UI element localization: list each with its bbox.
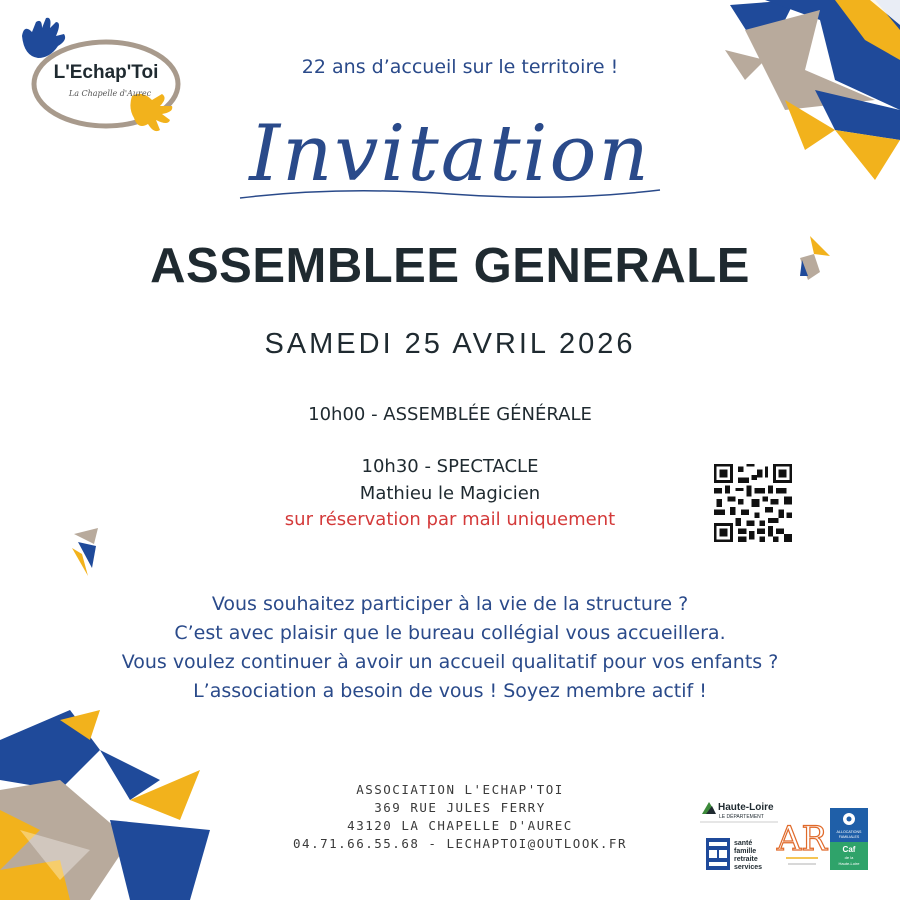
qr-code-icon[interactable] (714, 464, 792, 542)
message-line: Vous souhaitez participer à la vie de la structure ? (211, 593, 689, 615)
caf-line1: ALLOCATIONS (836, 830, 862, 834)
partner-logo-msa (706, 836, 774, 872)
invitation-script-heading (220, 100, 680, 220)
program-performer-line: Mathieu le Magicien (359, 483, 541, 504)
caf-line4: de la (844, 855, 854, 860)
corner-decoration-top-right (725, 0, 900, 180)
event-title: ASSEMBLEE GENERALE (150, 239, 750, 293)
haute-loire-name: Haute-Loire (718, 802, 774, 813)
msa-line2: famille (734, 848, 757, 855)
hand-yellow-icon (130, 94, 172, 131)
msa-line1: santé (734, 840, 753, 847)
logo-name: L'Echap'Toi (53, 62, 159, 83)
address-city: 43120 LA CHAPELLE D'AUREC (347, 818, 573, 833)
partner-logo-haute-loire (700, 798, 778, 824)
reservation-note: sur réservation par mail uniquement (284, 509, 616, 530)
partner-logo-ar (776, 806, 828, 872)
message-line: L’association a besoin de vous ! Soyez membre actif ! (193, 680, 707, 702)
msa-line3: retraite (734, 856, 758, 863)
caf-line3: Caf (842, 845, 856, 854)
program-assembly-line: 10h00 - ASSEMBLÉE GÉNÉRALE (308, 404, 592, 425)
address-contact: 04.71.66.55.68 - LECHAPTOI@OUTLOOK.FR (293, 836, 627, 851)
logo-subtitle: La Chapelle d'Aurec (68, 89, 152, 98)
partner-logo-caf (830, 808, 868, 870)
address-street: 369 RUE JULES FERRY (374, 800, 546, 815)
message-line: Vous voulez continuer à avoir un accueil qualitatif pour vos enfants ? (121, 651, 779, 673)
event-date: SAMEDI 25 AVRIL 2026 (264, 328, 636, 360)
message-line: C’est avec plaisir que le bureau collégial vous accueillera. (174, 622, 726, 644)
small-decoration-left (70, 528, 104, 576)
caf-line2: FAMILIALES (838, 835, 860, 839)
ar-mark: AR (776, 819, 828, 859)
invitation-script-text: Invitation (249, 109, 651, 199)
caf-line5: Haute-Loire (838, 861, 860, 866)
program-show-line: 10h30 - SPECTACLE (361, 456, 539, 477)
msa-line4: services (734, 864, 763, 871)
corner-decoration-bottom-left (0, 710, 220, 900)
tagline: 22 ans d’accueil sur le territoire ! (301, 56, 619, 78)
address-association: ASSOCIATION L'ECHAP'TOI (356, 782, 564, 797)
haute-loire-sub: LE DÉPARTEMENT (719, 814, 764, 820)
